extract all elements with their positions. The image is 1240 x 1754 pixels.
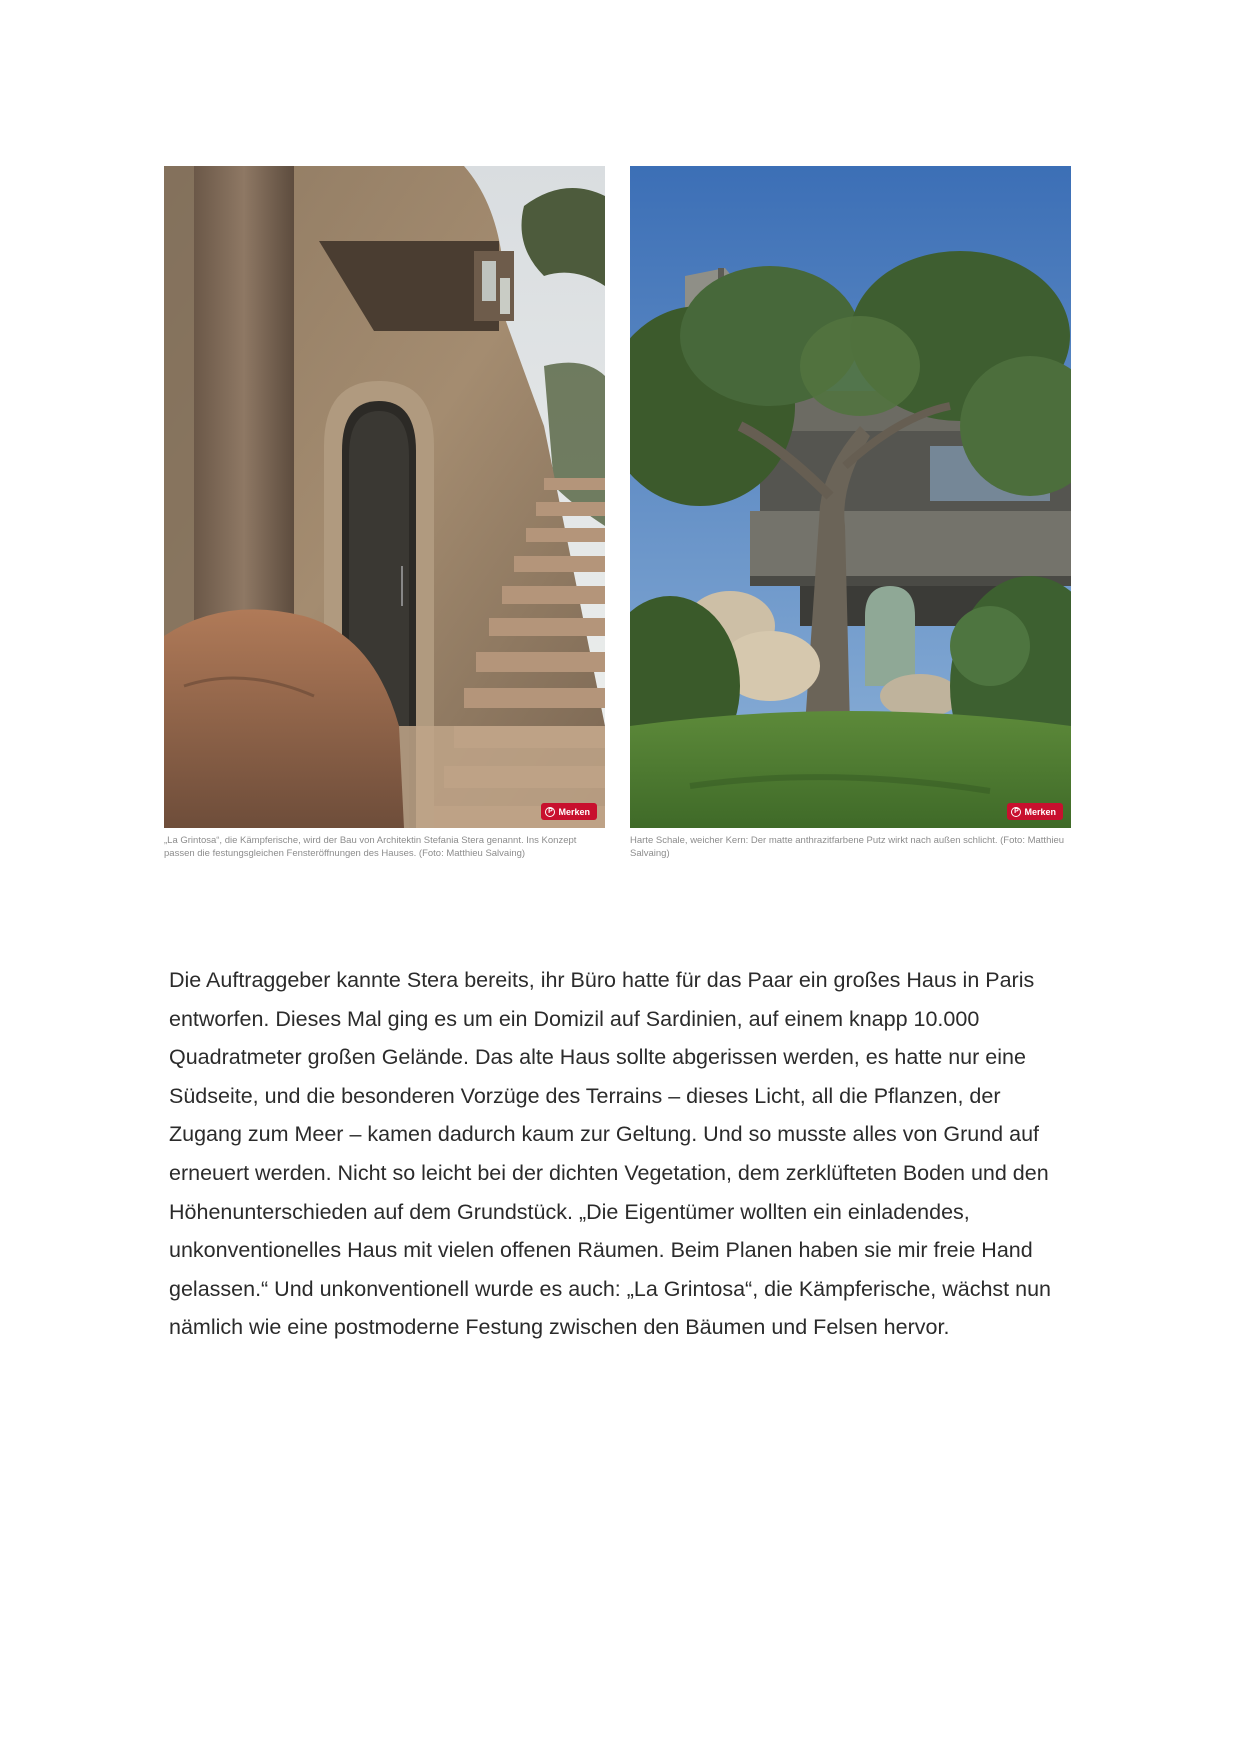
pinterest-save-button[interactable] [1007,803,1063,820]
pinterest-save-label: Merken [558,806,590,817]
pinterest-icon: P [1011,807,1021,817]
photo-house-entrance-image [164,166,605,828]
photo-house-entrance [164,166,605,828]
photo-house-garden [630,166,1071,828]
pinterest-save-button[interactable] [541,803,597,820]
pinterest-icon: P [545,807,555,817]
photo-caption: Harte Schale, weicher Kern: Der matte anthrazitfarbene Putz wirkt nach außen schlicht. (Foto: Matthieu Salvaing) [630,835,1065,859]
photo-caption: „La Grintosa“, die Kämpferische, wird der Bau von Architektin Stefania Stera genannt. Ins Konzept passen die festungsgleichen Fensteröffnungen des Hauses. (Foto: Matthieu Salvaing) [164,835,577,859]
photo-house-garden-image [630,166,1071,828]
pinterest-save-label: Merken [1024,806,1056,817]
article-paragraph: Die Auftraggeber kannte Stera bereits, ihr Büro hatte für das Paar ein großes Haus in Paris entworfen. Dieses Mal ging es um ein Domizil auf Sardinien, auf einem knapp 10.000 Quadratmeter großen Gelände. Das alte Haus sollte abgerissen werden, es hatte nur eine Südseite, und die besonderen Vorzüge des Terrains – dieses Licht, all die Pflanzen, der Zugang zum Meer – kamen dadurch kaum zur Geltung. Und so musste alles von Grund auf erneuert werden. Nicht so leicht bei der dichten Vegetation, dem zerklüfteten Boden und den Höhenunterschieden auf dem Grundstück. „Die Eigentümer wollten ein einladendes, unkonventionelles Haus mit vielen offenen Räumen. Beim Planen haben sie mir freie Hand gelassen.“ Und unkonventionell wurde es auch: „La Grintosa“, die Kämpferische, wächst nun nämlich wie eine postmoderne Festung zwischen den Bäumen und Felsen hervor. [169,968,1051,1340]
